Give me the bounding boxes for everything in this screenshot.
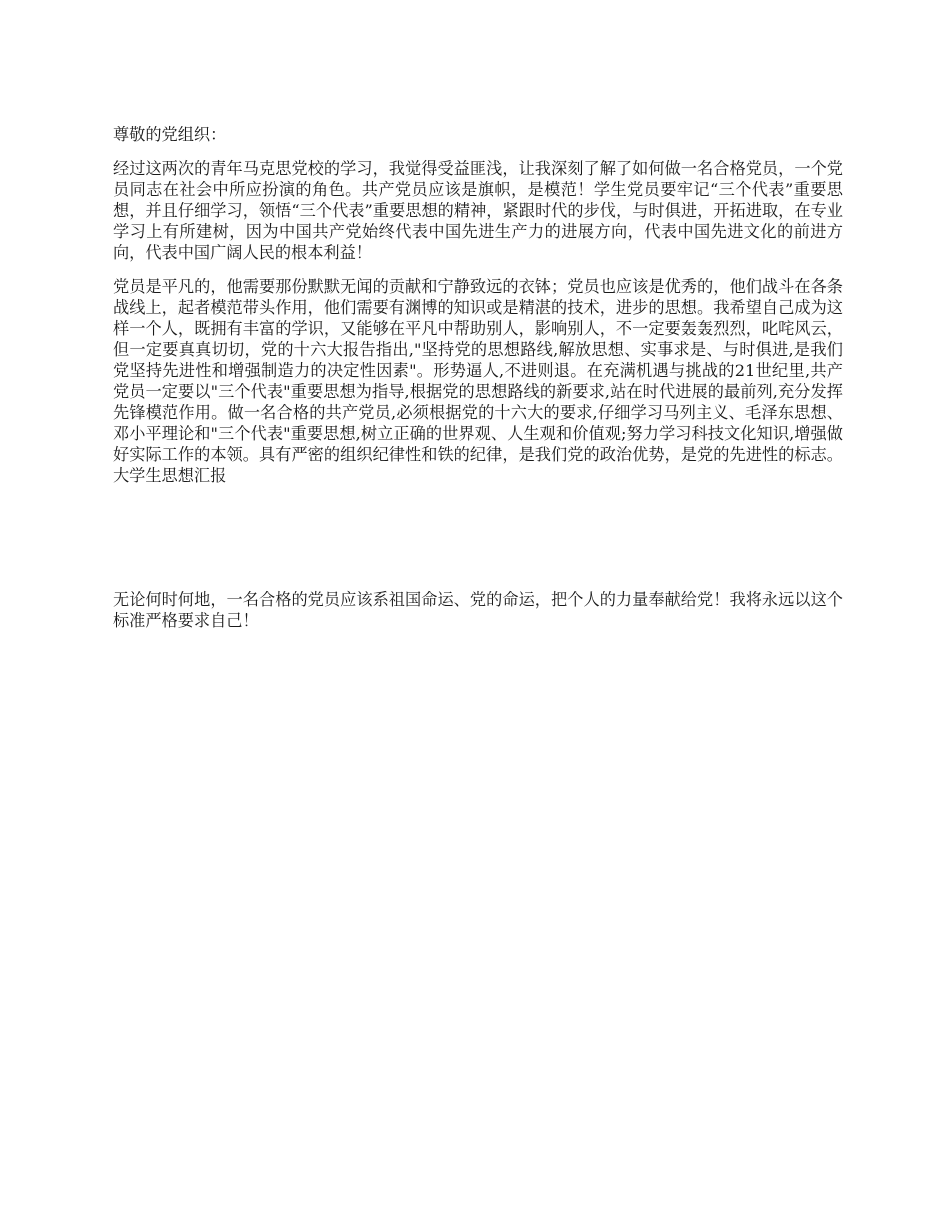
document-body — [113, 124, 843, 644]
paragraph-1: 经过这两次的青年马克思党校的学习，我觉得受益匪浅，让我深刻了解了如何做一名合格党员，一个党员同志在社会中所应扮演的角色。共产党员应该是旗帜，是模范！学生党员要牢记“三个代表”重要思想，并且仔细学习，领悟“三个代表”重要思想的精神，紧跟时代的步伐，与时俱进，开拓进取，在专业学习上有所建树，因为中国共产党始终代表中国先进生产力的进展方向，代表中国先进文化的前进方向，代表中国广阔人民的根本利益！ — [113, 159, 843, 262]
paragraph-2: 党员是平凡的，他需要那份默默无闻的贡献和宁静致远的衣钵；党员也应该是优秀的，他们战斗在各条战线上，起者模范带头作用，他们需要有渊博的知识或是精湛的技术，进步的思想。我希望自己成为这样一个人，既拥有丰富的学识，又能够在平凡中帮助别人，影响别人，不一定要轰轰烈烈，叱咤风云，但一定要真真切切，党的十六大报告指出,"坚持党的思想路线,解放思想、实事求是、与时俱进,是我们党坚持先进性和增强制造力的决定性因素"。形势逼人,不进则退。在充满机遇与挑战的21世纪里,共产党员一定要以"三个代表"重要思想为指导,根据党的思想路线的新要求,站在时代进展的最前列,充分发挥先锋模范作用。做一名合格的共产党员,必须根据党的十六大的要求,仔细学习马列主义、毛泽东思想、邓小平理论和"三个代表"重要思想,树立正确的世界观、人生观和价值观;努力学习科技文化知识,增强做好实际工作的本领。具有严密的组织纪律性和铁的纪律，是我们党的政治优势，是党的先进性的标志。大学生思想汇报 — [113, 277, 843, 485]
blank-space — [113, 499, 843, 589]
paragraph-3: 无论何时何地，一名合格的党员应该系祖国命运、党的命运，把个人的力量奉献给党！我将永远以这个标准严格要求自己！ — [113, 590, 843, 630]
salutation: 尊敬的党组织： — [113, 125, 227, 144]
